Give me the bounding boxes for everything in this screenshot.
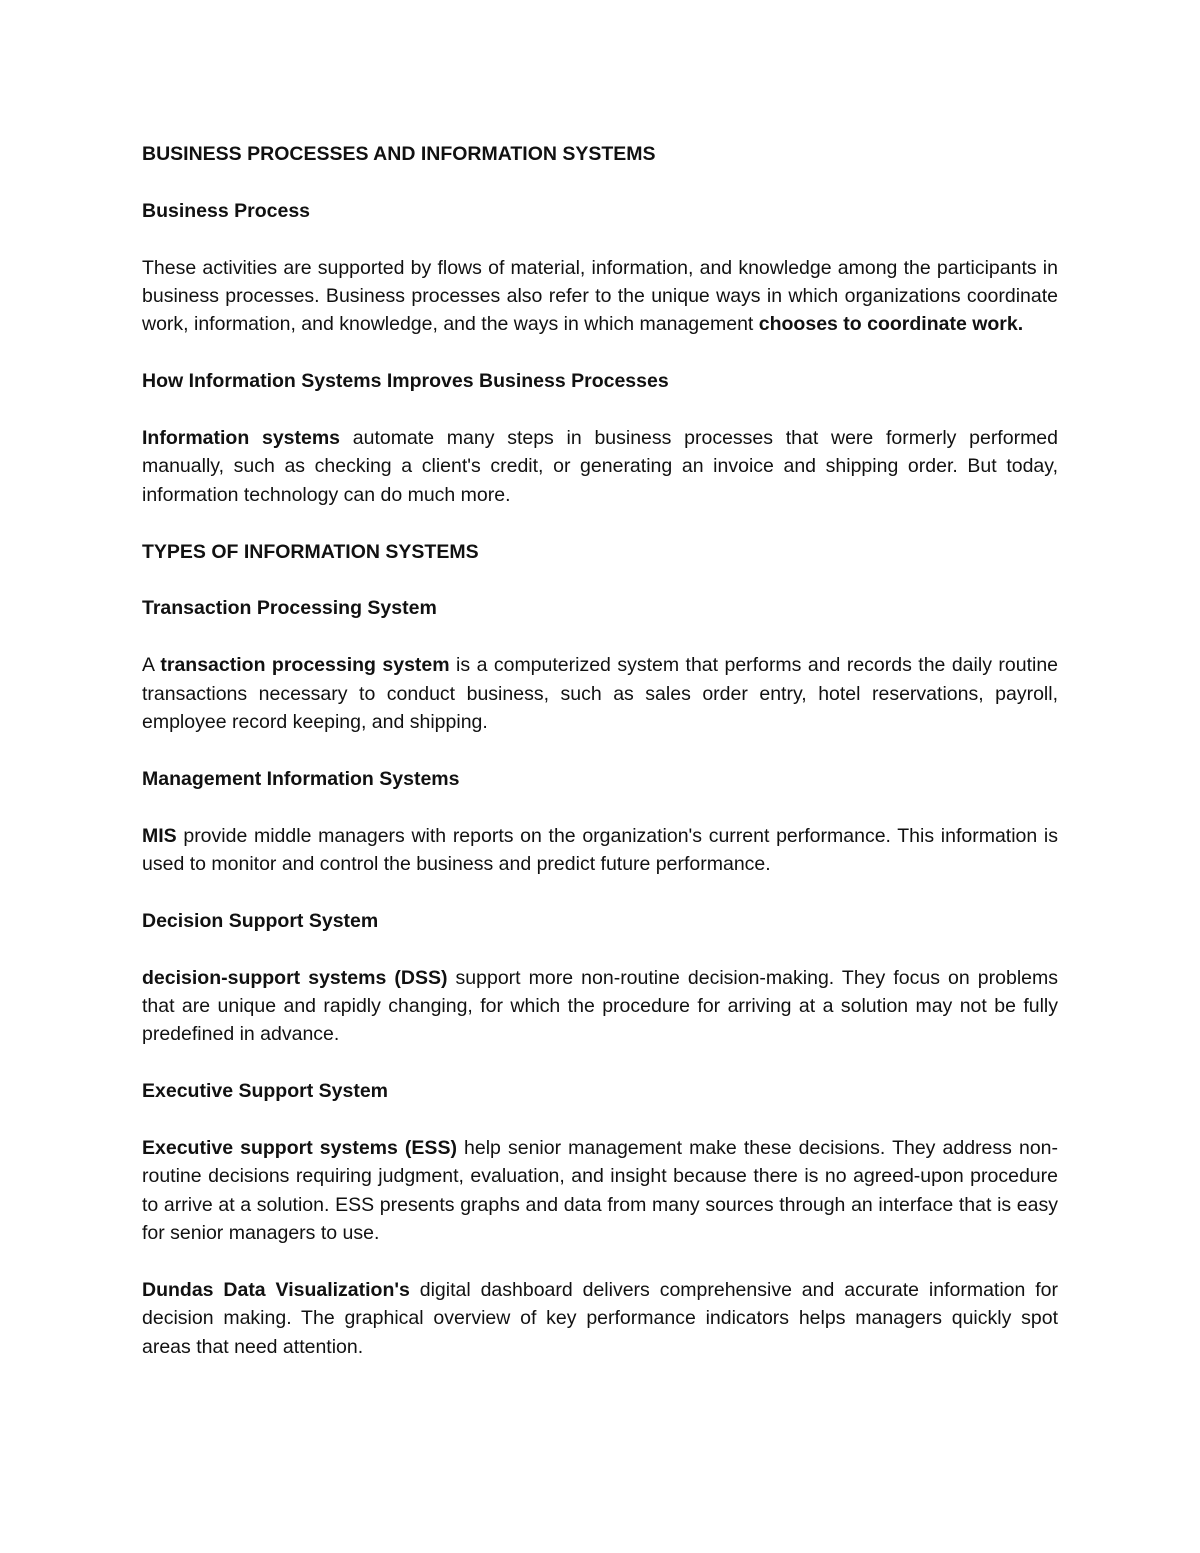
paragraph-business-process <box>142 254 1058 339</box>
paragraph-text: digital dashboard delivers comprehensive and accurate information for decision making. The graphical overview of key performance indicators helps managers quickly spot areas that need attention. <box>142 1279 1058 1358</box>
section-heading-business-process: Business Process <box>142 199 311 222</box>
section-heading-mis: Management Information Systems <box>142 767 460 790</box>
section-heading-tps: Transaction Processing System <box>142 597 437 620</box>
paragraph-bold-text: MIS <box>142 824 177 847</box>
paragraph-bold-text: Information systems <box>142 427 341 449</box>
paragraph-mis <box>142 822 1058 879</box>
paragraph-ess <box>142 1134 1058 1248</box>
paragraph-bold-text: decision-support systems (DSS) <box>142 966 448 989</box>
paragraph-how-is-improves <box>142 424 1058 509</box>
paragraph-text: is a computerized system that performs and records the daily routine transactions necessary to conduct business, such as sales order entry, hotel reservations, payroll, employee record keeping, and shipping. <box>142 654 1059 734</box>
paragraph-text: provide middle managers with reports on the organization's current performance. This information is used to monitor and control the business and predict future performance. <box>142 824 1058 876</box>
paragraph-text: support more non-routine decision-making. They focus on problems that are unique and rapidly changing, for which the procedure for arriving at a solution may not be fully predefined in advance. <box>142 966 1058 1046</box>
paragraph-bold-text: transaction processing system <box>160 654 450 677</box>
paragraph-tps <box>142 651 1058 736</box>
paragraph-bold-text: Dundas Data Visualization's <box>142 1279 410 1302</box>
paragraph-dundas <box>142 1276 1058 1361</box>
types-title: TYPES OF INFORMATION SYSTEMS <box>142 540 479 563</box>
section-heading-ess: Executive Support System <box>142 1080 388 1103</box>
paragraph-text: A <box>142 654 161 677</box>
section-heading-how-is-improves: How Information Systems Improves Business Processes <box>142 370 669 393</box>
paragraph-bold-text: Executive support systems (ESS) <box>142 1137 457 1160</box>
document-title: BUSINESS PROCESSES AND INFORMATION SYSTEMS <box>142 143 656 165</box>
document-content <box>142 140 1058 1390</box>
section-heading-dss: Decision Support System <box>142 909 379 932</box>
paragraph-text: These activities are supported by flows of material, information, and knowledge among the participants in business processes. Business processes also refer to the unique ways in which organizations coordinate work, information, and knowledge, and the ways in which management <box>142 256 1058 336</box>
paragraph-text: help senior management make these decisions. They address non-routine decisions requiring judgment, evaluation, and insight because there is no agreed-upon procedure to arrive at a solution. ESS presents graphs and data from many sources through an interface that is easy for senior managers to use. <box>142 1137 1058 1245</box>
paragraph-bold-text: chooses to coordinate work. <box>758 313 1024 336</box>
paragraph-dss <box>142 964 1058 1049</box>
paragraph-text: automate many steps in business processes that were formerly performed manually, such as checking a client's credit, or generating an invoice and shipping order. But today, information technology can do much more. <box>142 427 1058 506</box>
